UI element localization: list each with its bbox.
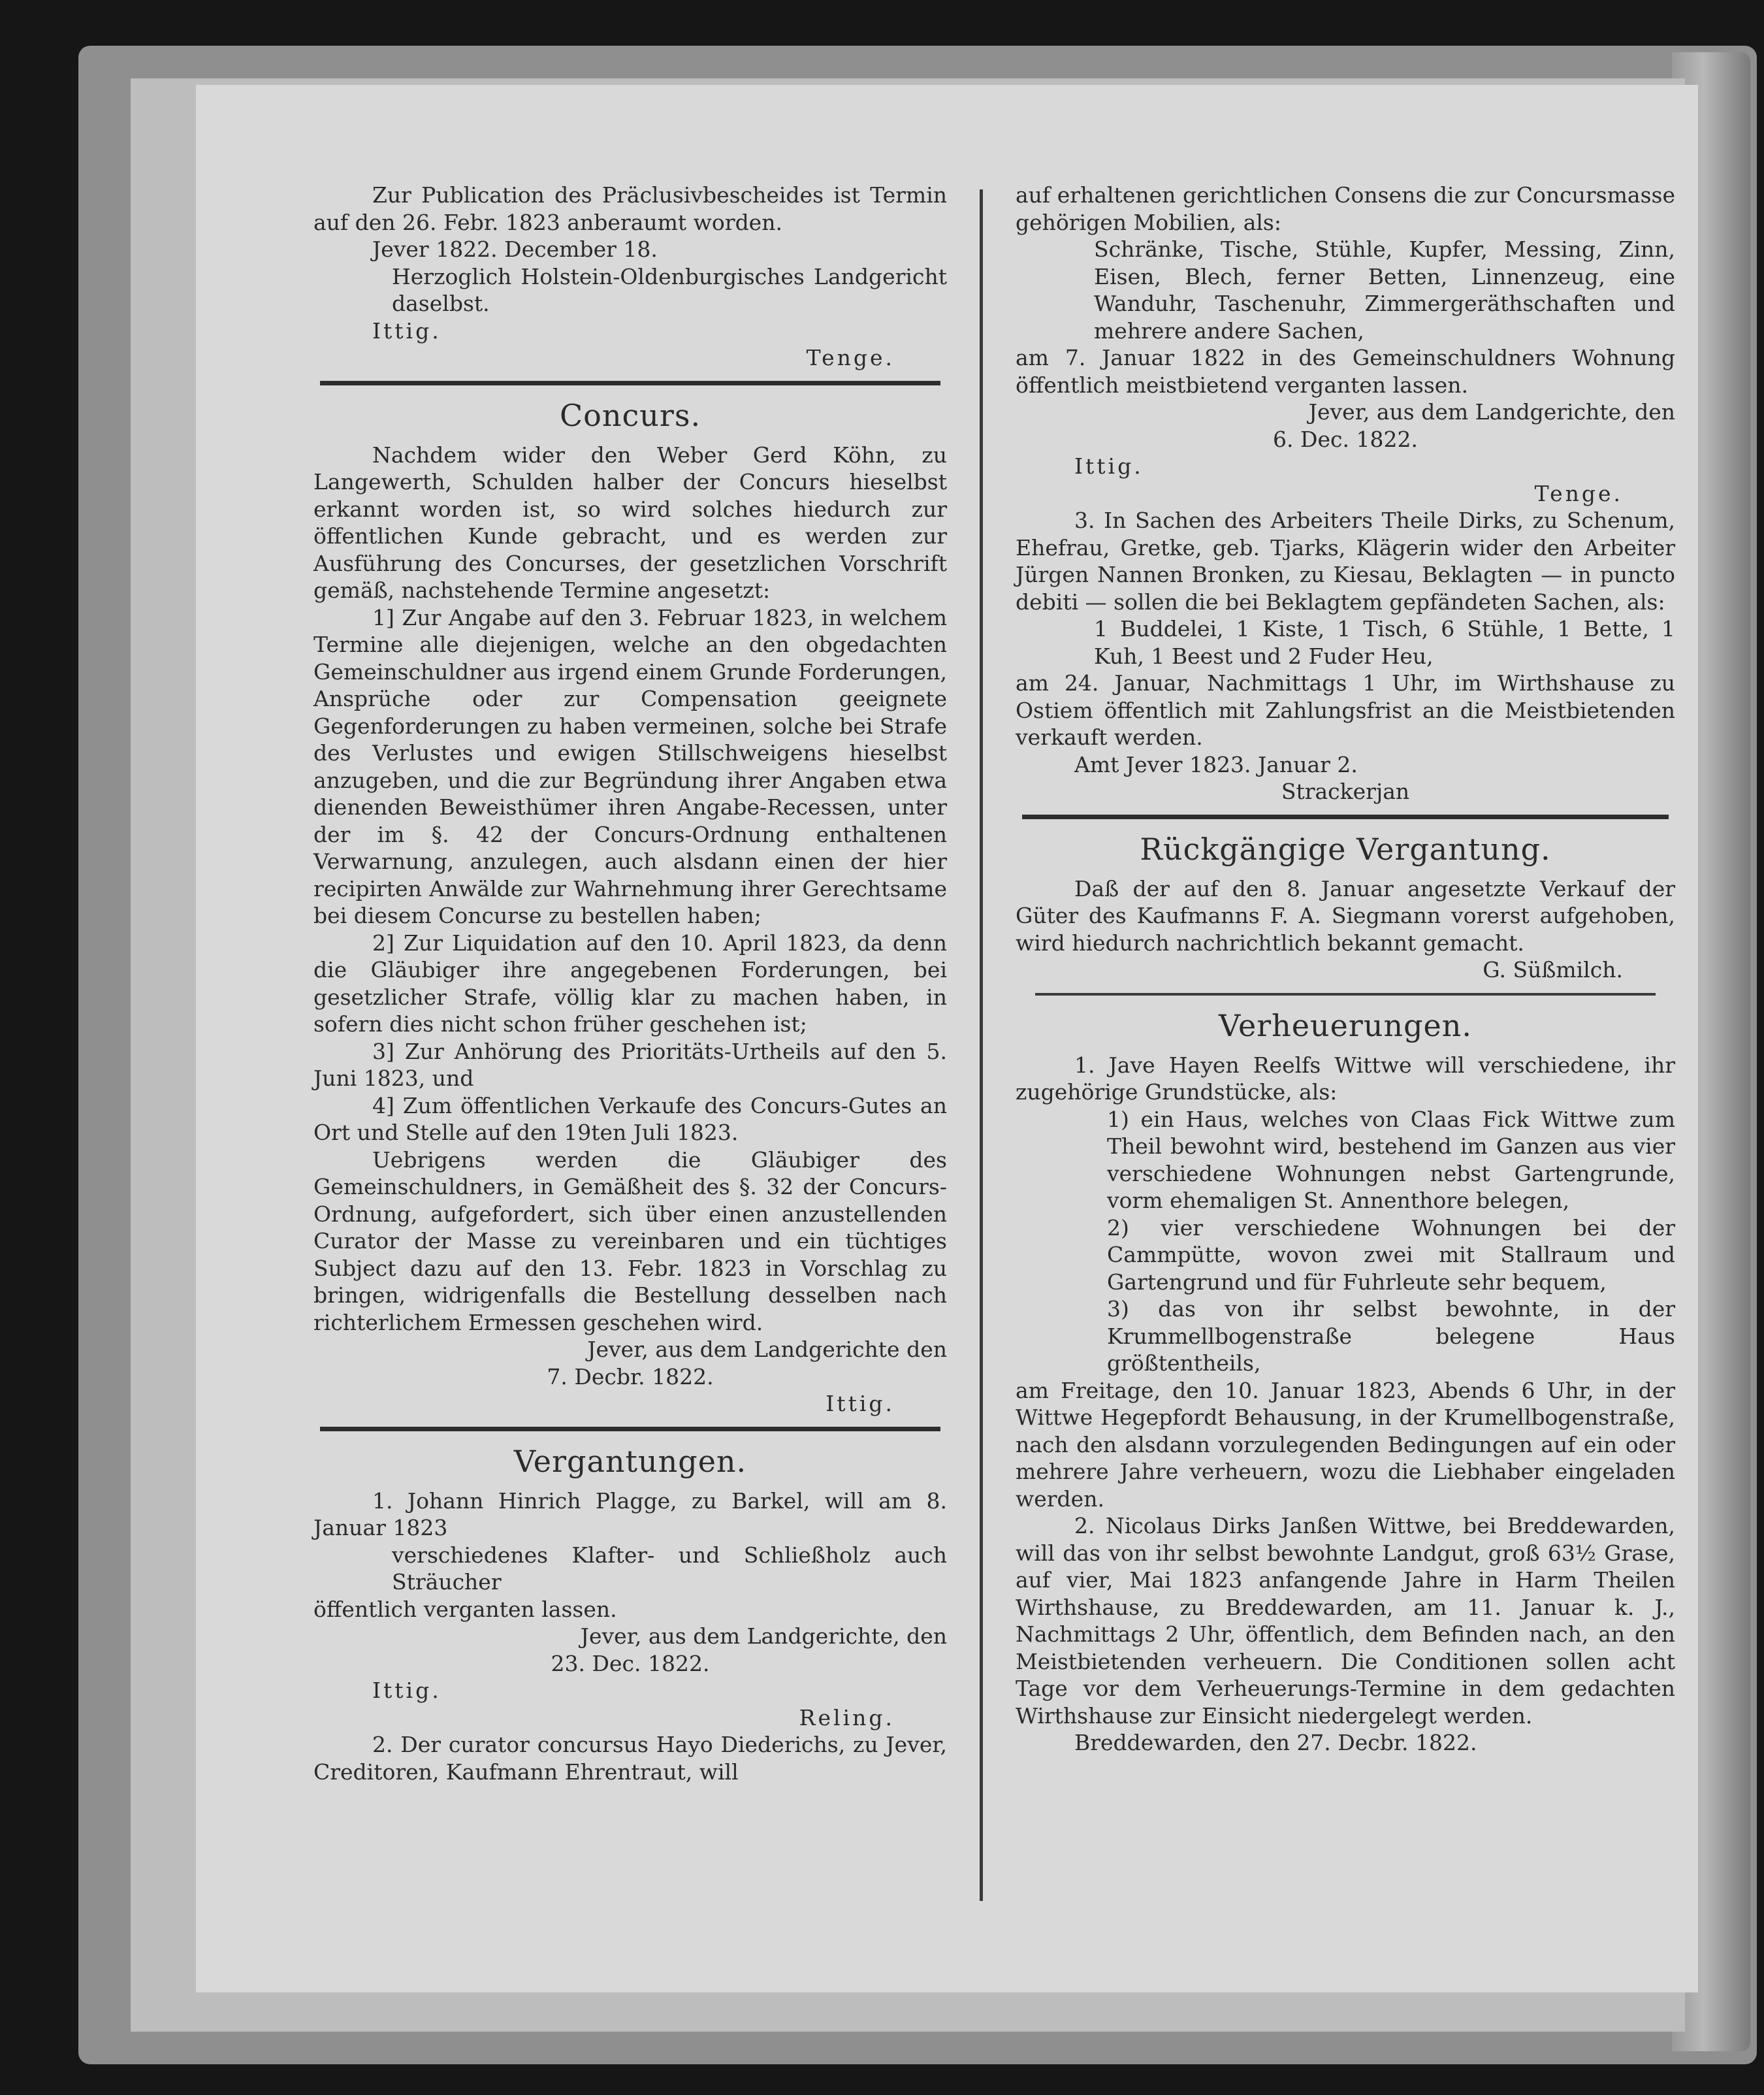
rueckgaengige-signature: G. Süßmilch. — [1483, 957, 1623, 983]
goods-list: Schränke, Tische, Stühle, Kupfer, Messing, Zinn, Eisen, Blech, ferner Betten, Linnenzeug, eine Wanduhr, Taschenuhr, Zimmergeräthschaften und mehrere andere Sachen, — [1094, 236, 1675, 344]
rueckgaengige-heading: Rückgängige Vergantung. — [1140, 831, 1551, 867]
verheuerung-text: am Freitage, den 10. Januar 1823, Abends 6 Uhr, in der Wittwe Hegepfordt Behausung, in der Krumellbogenstraße, nach den alsdann vorzulegenden Bedingungen auf ein oder mehrere Jahre verheuern, wozu die Liebhaber eingeladen werden. — [1016, 1377, 1675, 1512]
verheuerung-dateline: Breddewarden, den 27. Decbr. 1822. — [1074, 1730, 1477, 1755]
vergantung-date: 23. Dec. 1822. — [551, 1650, 710, 1676]
section-rule — [320, 1427, 940, 1431]
section-rule — [320, 381, 940, 385]
vergantung-item: 3. In Sachen des Arbeiters Theile Dirks, zu Schenum, Ehefrau, Gretke, geb. Tjarks, Klägerin wider den Arbeiter Jürgen Nannen Bronken, zu Kiesau, Beklagten — in puncto debiti — sollen die bei Beklagtem gepfändeten Sachen, als: — [1016, 508, 1675, 615]
verheuerungen-heading: Verheuerungen. — [1218, 1007, 1473, 1043]
concurs-date: 7. Decbr. 1822. — [547, 1363, 714, 1389]
concurs-paragraph: Uebrigens werden die Gläubiger des Gemeinschuldners, in Gemäßheit des §. 32 der Concurs-Ordnung, aufgefordert, sich über einen anzustellenden Curator der Masse zu vereinbaren und ein tüchtiges Subject dazu auf den 13. Febr. 1823 in Vorschlag zu bringen, widrigenfalls die Bestellung desselben nach richterlichem Ermessen geschehen wird. — [313, 1146, 947, 1335]
amt-signature: Strackerjan — [1281, 779, 1410, 804]
verheuerung-subitem: 3) das von ihr selbst bewohnte, in der Krummellbogenstraße belegene Haus größtentheils, — [1107, 1296, 1675, 1376]
sale-text: am 24. Januar, Nachmittags 1 Uhr, im Wirthshause zu Ostiem öffentlich mit Zahlungsfrist an die Meistbietenden verkauft werden. — [1016, 670, 1675, 750]
section-rule — [1035, 993, 1656, 996]
vergantung-item: 2. Der curator concursus Hayo Diederichs, zu Jever, Creditoren, Kaufmann Ehrentraut, will — [313, 1732, 947, 1785]
concurs-paragraph: 4] Zum öffentlichen Verkaufe des Concurs-Gutes an Ort und Stelle auf den 19ten Juli 1823. — [313, 1092, 947, 1145]
signature-2: Tenge. — [1534, 480, 1623, 506]
vergantung-signature-1: Ittig. — [372, 1678, 441, 1703]
intro-court: Herzoglich Holstein-Oldenburgisches Landgericht daselbst. — [392, 263, 947, 316]
amt-date: Amt Jever 1823. Januar 2. — [1074, 751, 1358, 777]
vergantung-goods: verschiedenes Klafter- und Schließholz auch Sträucher — [392, 1542, 947, 1595]
right-column — [1016, 182, 1675, 1757]
concurs-paragraph: 1] Zur Angabe auf den 3. Februar 1823, in welchem Termine alle diejenigen, welche an den obgedachten Gemeinschuldner aus irgend einem Grunde Forderungen, Ansprüche oder zur Compensation geeignete Gegenforderungen zu haben vermeinen, solche bei Strafe des Verlustes und ewigen Stillschweigens hieselbst anzugeben, und die zur Begründung ihrer Angaben etwa dienenden Beweisthümer ihren Angabe-Recessen, unter der im §. 42 der Concurs-Ordnung enthaltenen Verwarnung, anzulegen, auch alsdann einen der hier recipirten Anwälde zur Wahrnehmung ihrer Gerechtsame bei diesem Concurse zu bestellen haben; — [313, 604, 947, 928]
concurs-heading: Concurs. — [559, 397, 701, 433]
vergantung-place: Jever, aus dem Landgerichte, den — [580, 1623, 947, 1649]
newspaper-page — [196, 85, 1698, 1992]
continued-text: auf erhaltenen gerichtlichen Consens die zur Concursmasse gehörigen Mobilien, als: — [1016, 182, 1675, 235]
concurs-paragraph: 3] Zur Anhörung des Prioritäts-Urtheils auf den 5. Juni 1823, und — [313, 1038, 947, 1091]
left-column — [313, 182, 947, 1785]
concurs-paragraph: Nachdem wider den Weber Gerd Köhn, zu Langewerth, Schulden halber der Concurs hieselbst erkannt worden ist, so wird solches hiedurch zur öffentlichen Kunde gebracht, und es werden zur Ausführung des Concurses, der gesetzlichen Vorschrift gemäß, nachstehende Termine angesetzt: — [313, 442, 947, 603]
court-date: 6. Dec. 1822. — [1273, 426, 1418, 452]
vergantung-text: öffentlich verganten lassen. — [313, 1596, 617, 1622]
verheuerung-item: 2. Nicolaus Dirks Janßen Wittwe, bei Breddewarden, will das von ihr selbst bewohnte Landgut, groß 63½ Grase, auf vier, Mai 1823 anfangende Jahre in Harm Theilen Wirthshause, zu Breddewarden, am 11. Januar k. J., Nachmittags 2 Uhr, öffentlich, dem Befinden nach, an den Meistbietenden verheuern. Die Conditionen sollen acht Tage vor dem Verheuerungs-Termine in dem gedachten Wirthshause zur Einsicht niedergelegt werden. — [1016, 1513, 1675, 1729]
intro-text: Zur Publication des Präclusivbescheides ist Termin auf den 26. Febr. 1823 anberaumt worden. — [313, 182, 947, 235]
continued-text: am 7. Januar 1822 in des Gemeinschuldners Wohnung öffentlich meistbietend verganten lassen. — [1016, 345, 1675, 398]
intro-signature-2: Tenge. — [806, 345, 895, 370]
signature-1: Ittig. — [1074, 453, 1144, 479]
section-rule — [1022, 815, 1669, 819]
concurs-signature: Ittig. — [826, 1391, 895, 1416]
vergantungen-heading: Vergantungen. — [513, 1443, 747, 1479]
concurs-paragraph: 2] Zur Liquidation auf den 10. April 1823, da denn die Gläubiger ihre angegebenen Forderungen, bei gesetzlicher Strafe, völlig klar zu machen haben, in sofern dies nicht schon früher geschehen ist; — [313, 930, 947, 1037]
verheuerung-item: 1. Jave Hayen Reelfs Wittwe will verschiedene, ihr zugehörige Grundstücke, als: — [1016, 1052, 1675, 1105]
concurs-place: Jever, aus dem Landgerichte den — [587, 1337, 947, 1362]
vergantung-signature-2: Reling. — [799, 1704, 895, 1730]
court-place: Jever, aus dem Landgerichte, den — [1308, 399, 1675, 425]
column-divider — [980, 189, 983, 1901]
goods-list: 1 Buddelei, 1 Kiste, 1 Tisch, 6 Stühle, 1 Bette, 1 Kuh, 1 Beest und 2 Fuder Heu, — [1094, 616, 1675, 669]
intro-signature-1: Ittig. — [372, 317, 441, 344]
verheuerung-subitem: 1) ein Haus, welches von Claas Fick Wittwe zum Theil bewohnt wird, bestehend im Ganzen aus vier verschiedene Wohnungen nebst Gartengrunde, vorm ehemaligen St. Annenthore belegen, — [1107, 1106, 1675, 1213]
verheuerung-subitem: 2) vier verschiedene Wohnungen bei der Cammpütte, wovon zwei mit Stallraum und Gartengrund und für Fuhrleute sehr bequem, — [1107, 1214, 1675, 1295]
rueckgaengige-text: Daß der auf den 8. Januar angesetzte Verkauf der Güter des Kaufmanns F. A. Siegmann vorerst aufgehoben, wird hiedurch nachrichtlich bekannt gemacht. — [1016, 875, 1675, 956]
intro-date: Jever 1822. December 18. — [372, 236, 658, 262]
vergantung-item: 1. Johann Hinrich Plagge, zu Barkel, will am 8. Januar 1823 — [313, 1487, 947, 1540]
